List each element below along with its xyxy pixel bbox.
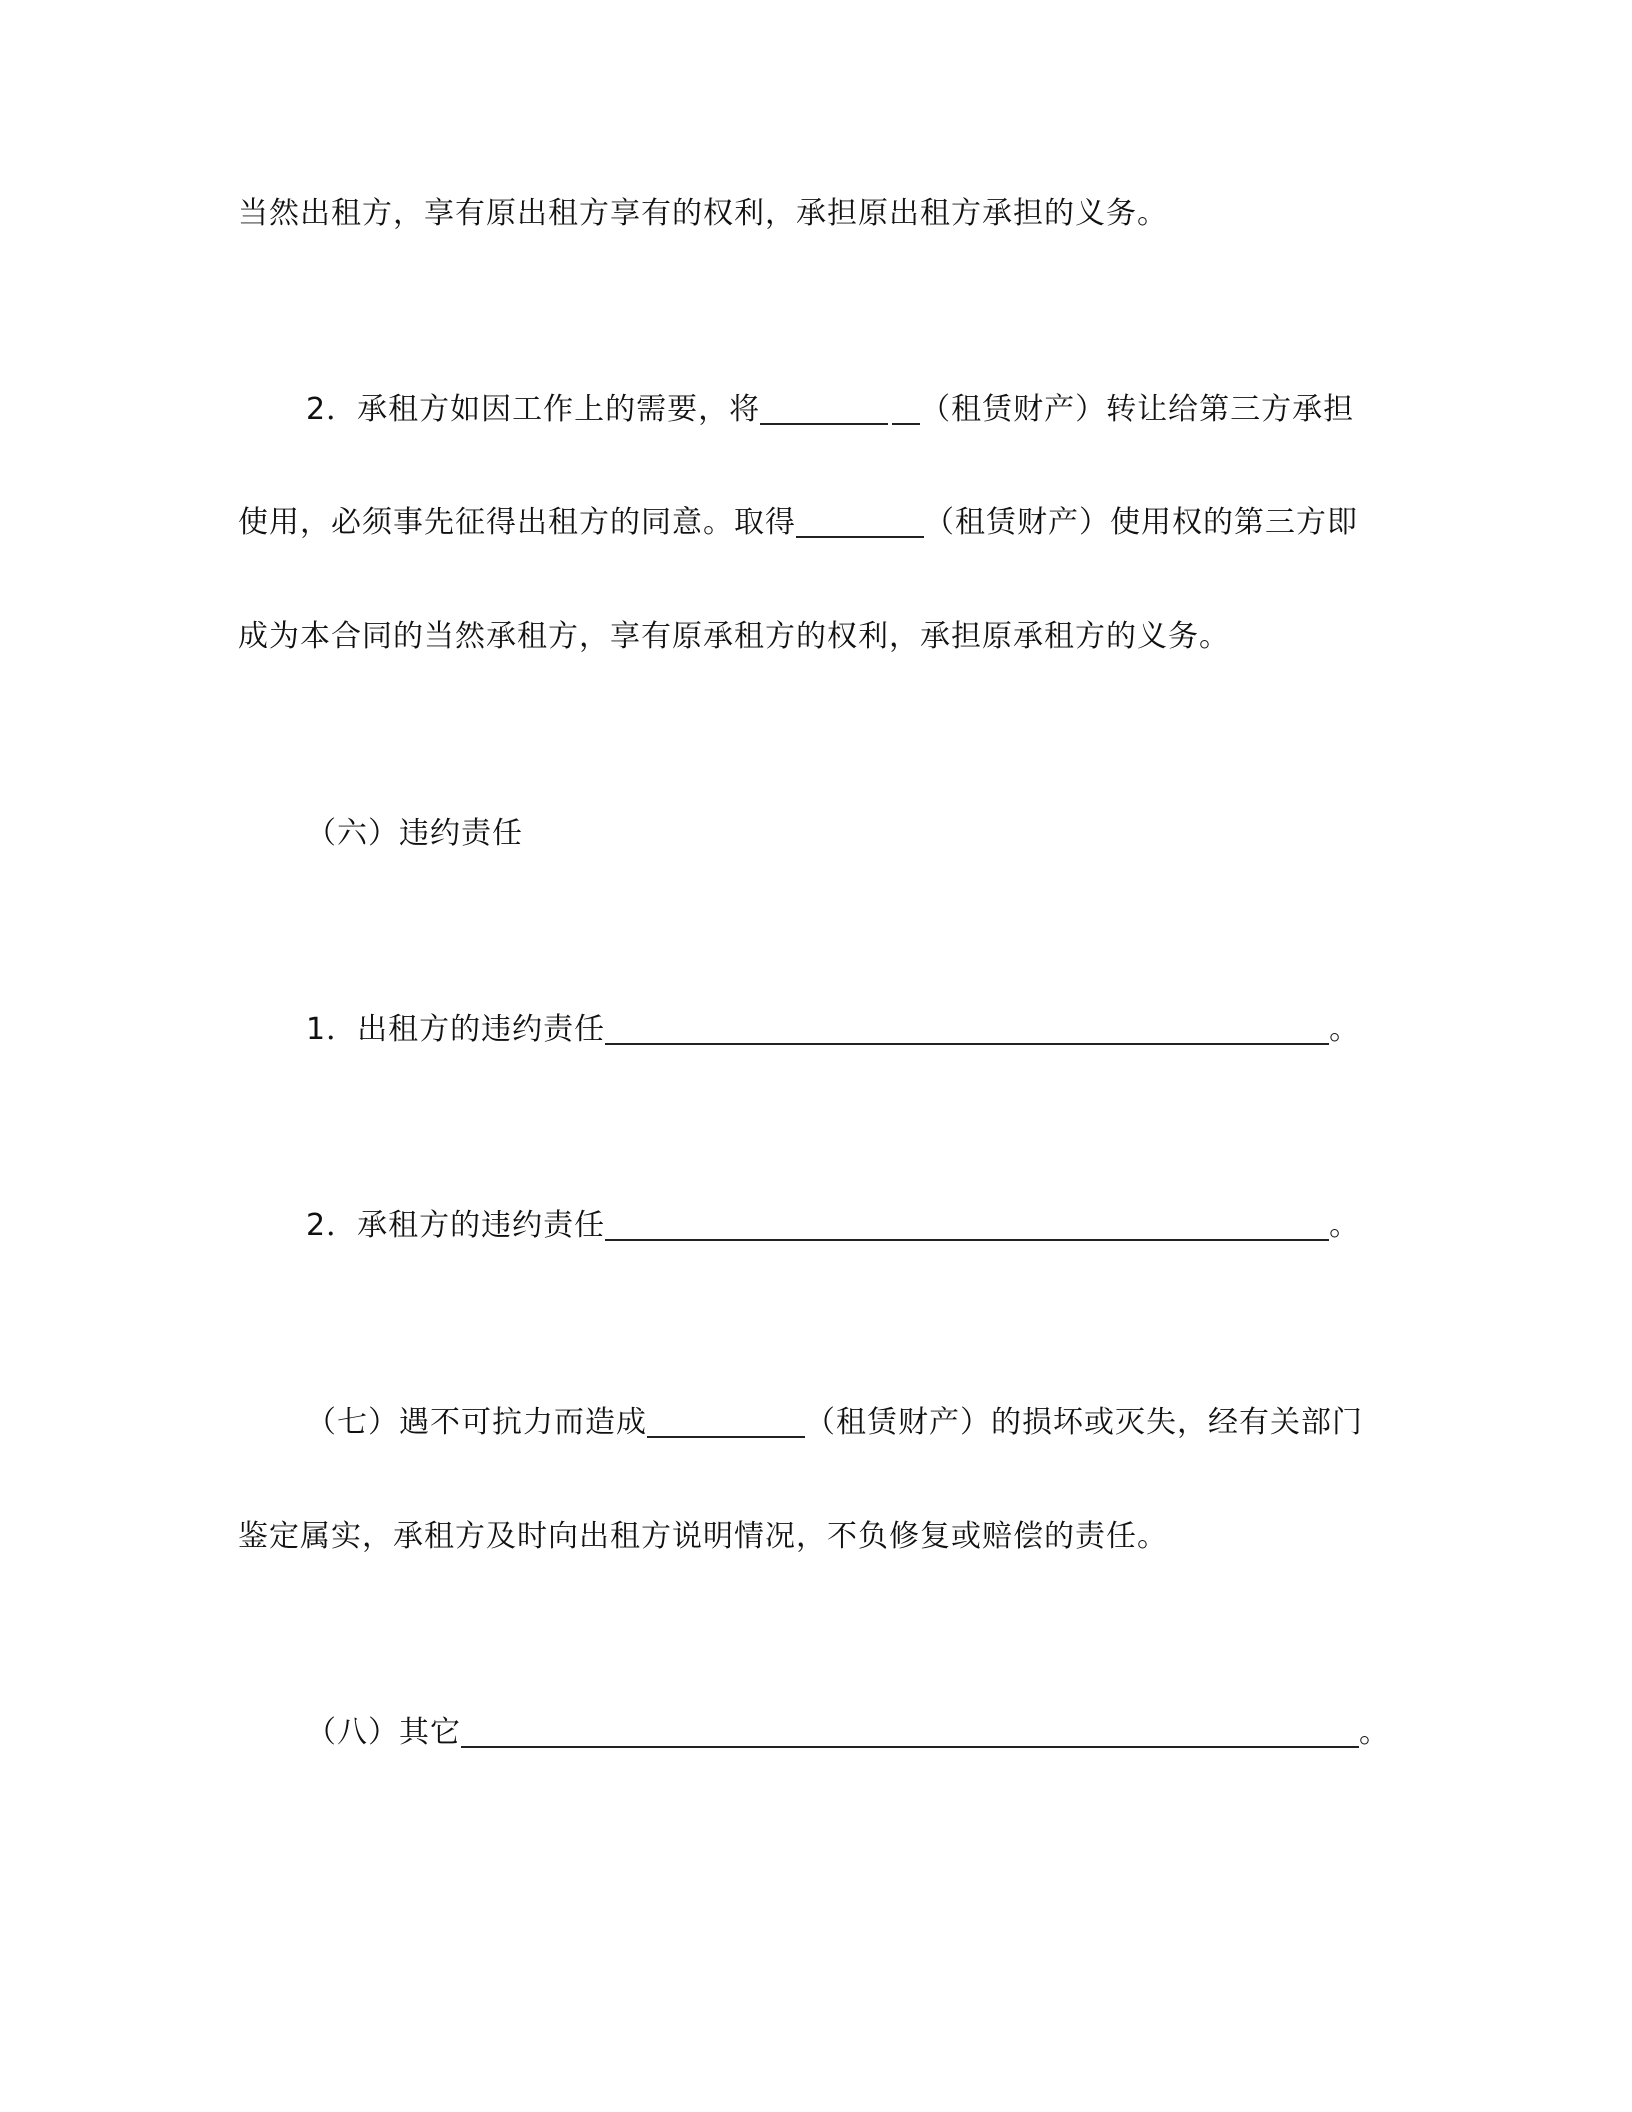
clause-6-2 bbox=[306, 1206, 1360, 1246]
text-segment: （租赁财产）转让给第三方承担 bbox=[920, 392, 1355, 427]
text-line: 当然出租方，享有原出租方享有的权利，承担原出租方承担的义务。 bbox=[238, 196, 1168, 231]
text-segment: 1．出租方的违约责任 bbox=[306, 1012, 606, 1047]
text-segment: （七）遇不可抗力而造成 bbox=[306, 1405, 647, 1440]
text-line: 成为本合同的当然承租方，享有原承租方的权利，承担原承租方的义务。 bbox=[238, 619, 1230, 654]
text-segment: 使用，必须事先征得出租方的同意。取得 bbox=[238, 505, 796, 540]
fill-in-blank[interactable] bbox=[796, 506, 924, 538]
section-8 bbox=[306, 1713, 1390, 1753]
period: 。 bbox=[1329, 1208, 1361, 1243]
section-7-line-2 bbox=[238, 1517, 1168, 1557]
section-title: （六）违约责任 bbox=[306, 816, 523, 851]
clause-5-2-line-1 bbox=[306, 390, 1354, 430]
clause-5-2-line-2 bbox=[238, 503, 1358, 543]
section-6-heading bbox=[306, 814, 523, 854]
fill-in-blank[interactable] bbox=[605, 1209, 1329, 1241]
text-segment: 2．承租方的违约责任 bbox=[306, 1208, 606, 1243]
section-7-line-1 bbox=[306, 1403, 1363, 1443]
text-segment: （八）其它 bbox=[306, 1715, 461, 1750]
period: 。 bbox=[1329, 1012, 1361, 1047]
fill-in-blank[interactable] bbox=[760, 393, 888, 425]
clause-5-2-line-3 bbox=[238, 617, 1230, 657]
period: 。 bbox=[1359, 1715, 1390, 1750]
text-segment: 2．承租方如因工作上的需要，将 bbox=[306, 392, 761, 427]
paragraph-continuation bbox=[238, 194, 1168, 234]
fill-in-blank[interactable] bbox=[892, 393, 920, 425]
fill-in-blank[interactable] bbox=[647, 1406, 805, 1438]
fill-in-blank[interactable] bbox=[461, 1716, 1359, 1748]
fill-in-blank[interactable] bbox=[605, 1013, 1329, 1045]
text-segment: （租赁财产）的损坏或灭失，经有关部门 bbox=[805, 1405, 1363, 1440]
text-line: 鉴定属实，承租方及时向出租方说明情况，不负修复或赔偿的责任。 bbox=[238, 1519, 1168, 1554]
text-segment: （租赁财产）使用权的第三方即 bbox=[924, 505, 1358, 540]
clause-6-1 bbox=[306, 1010, 1360, 1050]
